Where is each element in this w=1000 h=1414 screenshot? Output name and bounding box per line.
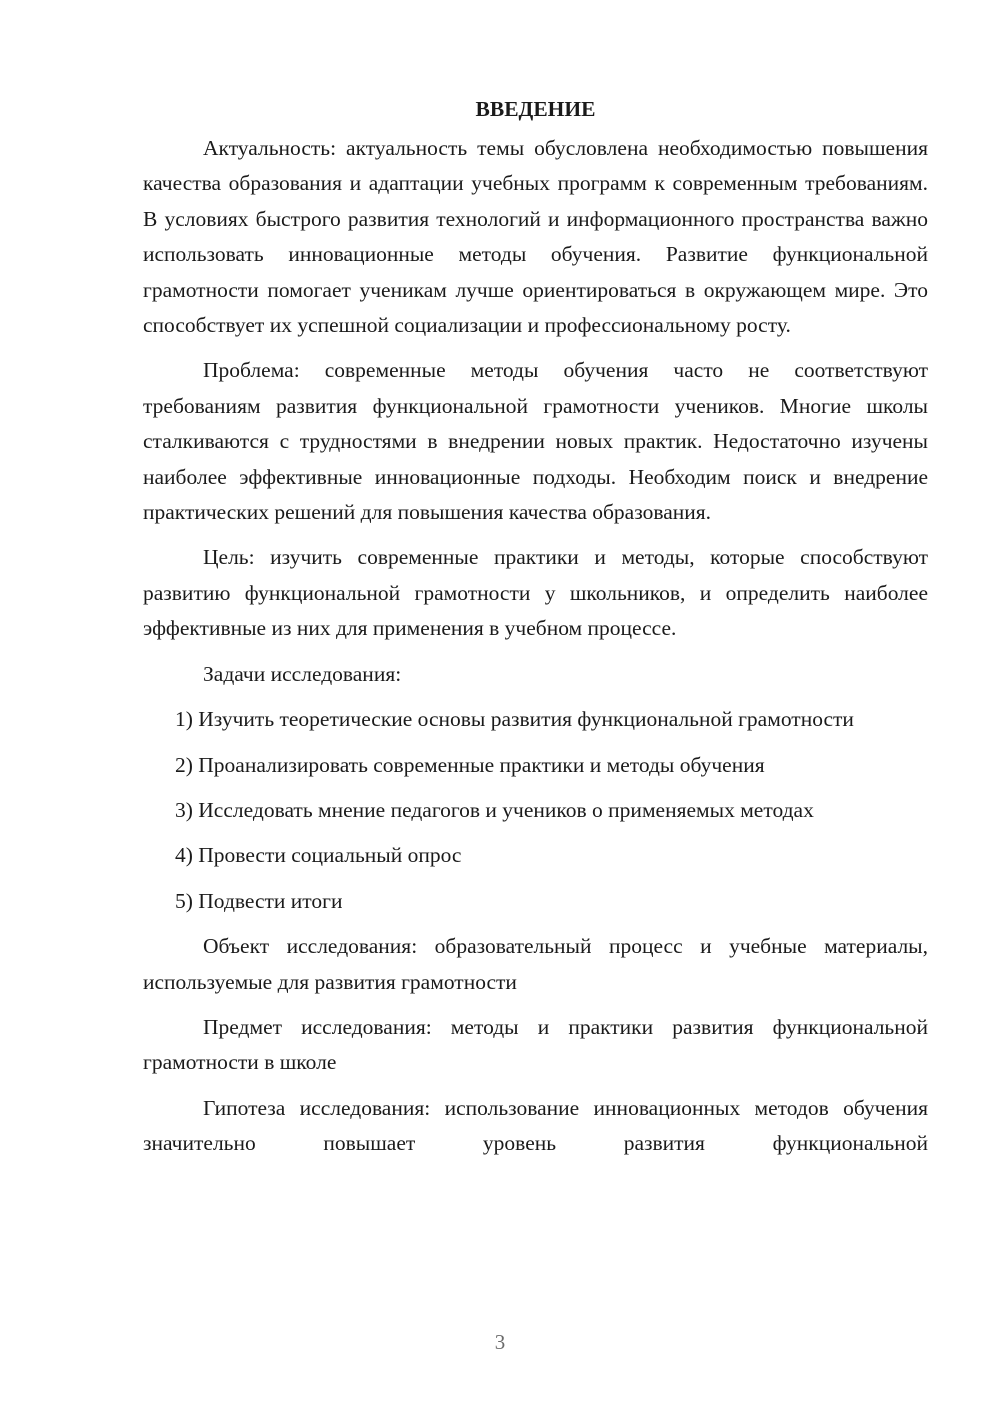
task-item-2: 2) Проанализировать современные практики и методы обучения — [175, 752, 765, 777]
paragraph-hypothesis: Гипотеза исследования: использование инновационных методов обучения значительно повышает уровень развития функциональной — [143, 1095, 928, 1156]
paragraph-subject: Предмет исследования: методы и практики развития функциональной грамотности в школе — [143, 1014, 928, 1075]
paragraph-goal: Цель: изучить современные практики и методы, которые способствуют развитию функциональной грамотности у школьников, и определить наиболее эффективные из них для применения в учебном процессе. — [143, 545, 928, 641]
task-item-3: 3) Исследовать мнение педагогов и учеников о применяемых методах — [175, 797, 814, 822]
paragraph-object: Объект исследования: образовательный процесс и учебные материалы, используемые для развития грамотности — [143, 934, 928, 994]
page-title: ВВЕДЕНИЕ — [475, 97, 596, 121]
task-item-1: 1) Изучить теоретические основы развития функциональной грамотности — [175, 707, 854, 732]
tasks-heading: Задачи исследования: — [203, 661, 402, 686]
paragraph-problem: Проблема: современные методы обучения часто не соответствуют требованиям развития функциональной грамотности учеников. Многие школы сталкиваются с трудностями в внедрении новых практик. Недостаточно изучены наиболее эффективные инновационные подходы. Необходим поиск и внедрение практических решений для повышения качества образования. — [143, 358, 928, 525]
page-number: 3 — [494, 1330, 506, 1354]
paragraph-relevance: Актуальность: актуальность темы обусловлена необходимостью повышения качества образования и адаптации учебных программ к современным требованиям. В условиях быстрого развития технологий и информационного пространства важно использовать инновационные методы обучения. Развитие функциональной грамотности помогает ученикам лучше ориентироваться в окружающем мире. Это способствует их успешной социализации и профессиональному росту. — [143, 136, 928, 338]
document-page — [143, 92, 928, 1162]
task-item-4: 4) Провести социальный опрос — [175, 843, 462, 868]
task-item-5: 5) Подвести итоги — [175, 888, 343, 913]
